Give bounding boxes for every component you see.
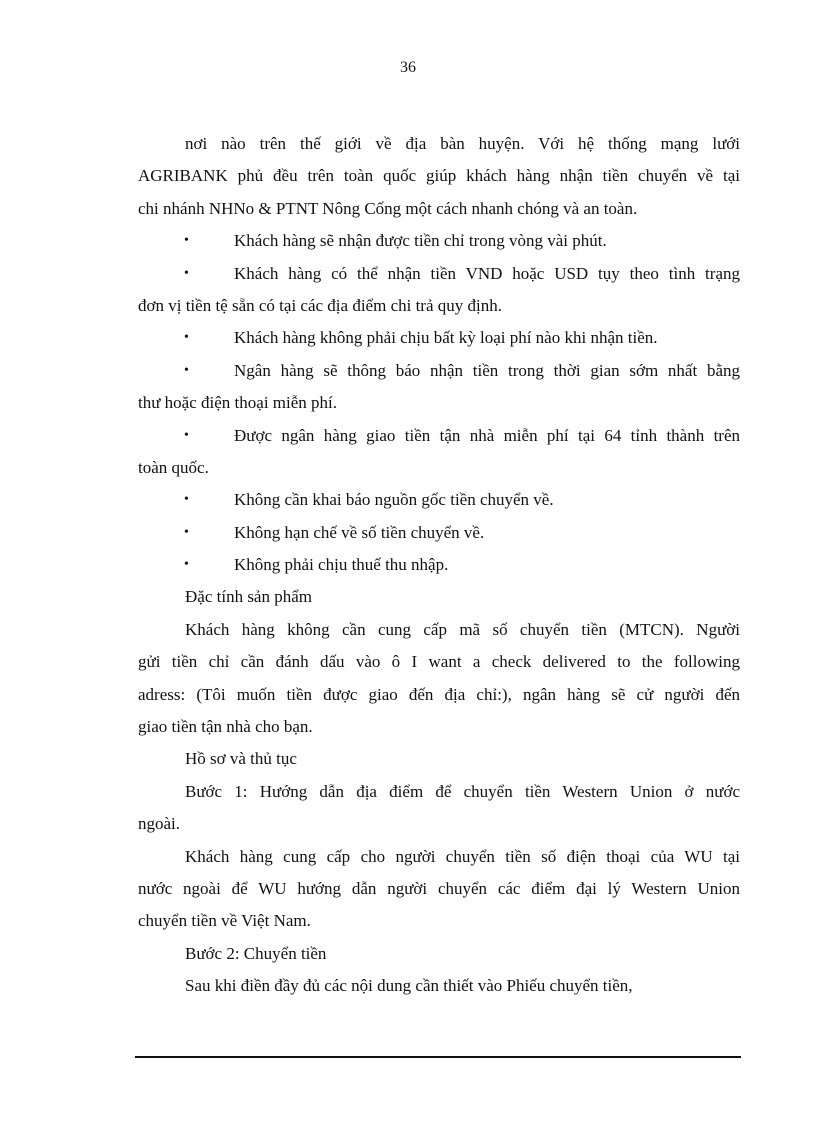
page-number: 36 [400,59,416,76]
bullet-text: Không hạn chế về số tiền chuyển về. [234,522,485,542]
paragraph-line: Bước 1: Hướng dẫn địa điểm để chuyển tiền Western Union ở nước [185,781,740,801]
paragraph-line: chuyển tiền về Việt Nam. [138,911,311,931]
bullet-text: Khách hàng có thể nhận tiền VND hoặc USD tụy theo tình trạng [234,263,740,283]
paragraph-line: nước ngoài để WU hướng dẫn người chuyển các điểm đại lý Western Union [138,878,740,898]
paragraph-line: Sau khi điền đầy đủ các nội dung cần thiết vào Phiếu chuyển tiền, [185,976,633,996]
footer-rule [135,1056,741,1058]
paragraph-line: giao tiền tận nhà cho bạn. [138,717,313,737]
bullet-item [138,355,740,387]
bullet-text: Khách hàng không phải chịu bất kỳ loại phí nào khi nhận tiền. [234,328,658,348]
paragraph-line: ngoài. [138,814,181,834]
paragraph-line: Khách hàng cung cấp cho người chuyển tiền số điện thoại của WU tại [185,846,740,866]
paragraph-line: Khách hàng không cần cung cấp mã số chuyển tiền (MTCN). Người [185,619,740,639]
bullet-item [138,420,740,452]
bullet-icon: • [184,362,189,378]
bullet-text: Được ngân hàng giao tiền tận nhà miễn phí tại 64 tỉnh thành trên [234,425,740,445]
bullet-icon: • [184,330,189,346]
bullet-icon: • [184,265,189,281]
paragraph-line: adress: (Tôi muốn tiền được giao đến địa chỉ:), ngân hàng sẽ cử người đến [138,684,740,704]
section-heading: Hồ sơ và thủ tục [185,749,297,769]
bullet-text: Không cần khai báo nguồn gốc tiền chuyển về. [234,490,554,510]
section-heading: Bước 2: Chuyển tiền [185,943,327,963]
paragraph-line: chi nhánh NHNo & PTNT Nông Cống một cách nhanh chóng và an toàn. [138,198,638,218]
bullet-item [138,484,740,516]
bullet-continuation: đơn vị tiền tệ sẵn có tại các địa điểm chi trả quy định. [138,295,502,315]
paragraph-line: gửi tiền chỉ cần đánh dấu vào ô I want a check delivered to the following [138,652,740,672]
bullet-continuation: thư hoặc điện thoại miễn phí. [138,393,338,413]
paragraph-line: AGRIBANK phủ đều trên toàn quốc giúp khách hàng nhận tiền chuyển về tại [138,166,740,186]
document-body [138,128,740,1003]
bullet-continuation: toàn quốc. [138,457,209,477]
bullet-icon: • [184,427,189,443]
bullet-text: Ngân hàng sẽ thông báo nhận tiền trong thời gian sớm nhất bằng [234,360,740,380]
bullet-text: Không phải chịu thuế thu nhập. [234,555,449,575]
bullet-icon: • [184,557,189,573]
paragraph-line: nơi nào trên thế giới về địa bàn huyện. Với hệ thống mạng lưới [185,134,740,153]
bullet-icon: • [184,492,189,508]
bullet-icon: • [184,233,189,249]
section-heading: Đặc tính sản phẩm [185,587,312,607]
bullet-icon: • [184,524,189,540]
bullet-item [138,258,740,290]
bullet-item [138,517,740,549]
bullet-item [138,549,740,581]
bullet-item [138,322,740,354]
bullet-item [138,225,740,257]
bullet-text: Khách hàng sẽ nhận được tiền chỉ trong vòng vài phút. [234,231,607,251]
